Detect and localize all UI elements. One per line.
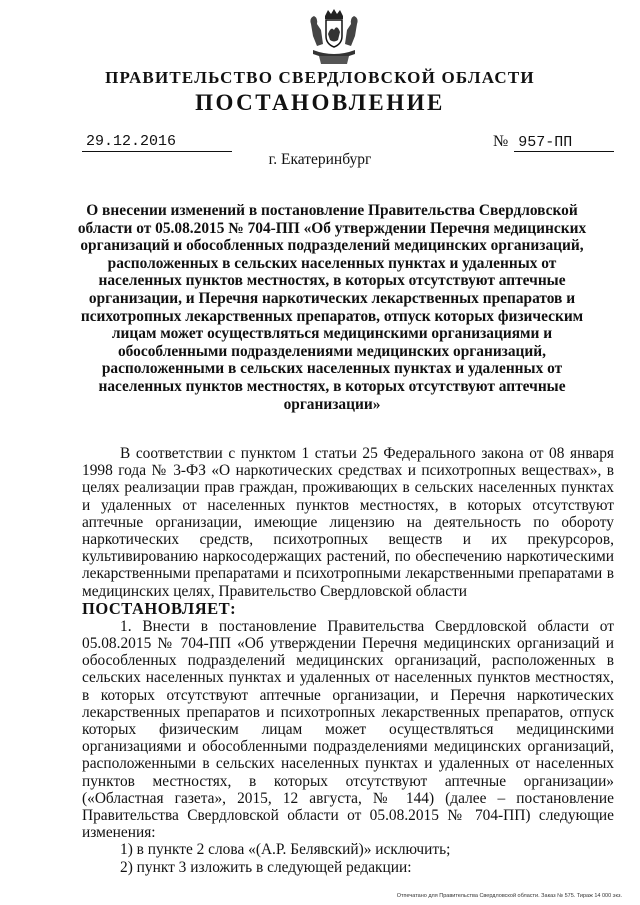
document-body: [82, 445, 614, 876]
clause-1: 1. Внести в постановление Правительства Свердловской области от 05.08.2015 № 704-ПП «Об утверждении Перечня медицинских организаций и обособленных подразделений медицинских организаций, расположенных в сельских населенных пунктах и удаленных от населенных пунктов местностях, в которых отсутствуют аптечные организации, и Перечня наркотических лекарственных препаратов и психотропных лекарственных препаратов, отпуск которых физическим лицам может осуществляться медицинскими организациями и обособленными подразделениями медицинских организаций, расположенными в сельских населенных пунктах и удаленных от населенных пунктов местностях, в которых отсутствуют аптечные организации» («Областная газета», 2015, 12 августа, № 144) (далее – постановление Правительства Свердловской области от 05.08.2015 № 704-ПП) следующие изменения:: [82, 617, 614, 842]
government-name: ПРАВИТЕЛЬСТВО СВЕРДЛОВСКОЙ ОБЛАСТИ: [105, 68, 535, 87]
document-date: 29.12.2016: [82, 133, 232, 152]
document-type: ПОСТАНОВЛЕНИЕ: [195, 90, 445, 115]
document-title: О внесении изменений в постановление Правительства Свердловской области от 05.08.2015 № 704-ПП «Об утверждении Перечня медицинских организаций и обособленных подразделений медицинских организаций, расположенных в сельских населенных пунктах и удаленных от населенных пунктов местностях, в которых отсутствуют аптечные организации, и Перечня наркотических лекарственных препаратов и психотропных лекарственных препаратов, отпуск которых физическим лицам может осуществляться медицинскими организациями и обособленными подразделениями медицинских организаций, расположенными в сельских населенных пунктах и удаленных от населенных пунктов местностях, в которых отсутствуют аптечные организации»: [77, 202, 587, 413]
print-footer: Отпечатано для Правительства Свердловской области. Заказ № 575. Тираж 14 000 экз.: [396, 893, 622, 899]
preamble-paragraph: В соответствии с пунктом 1 статьи 25 Федерального закона от 08 января 1998 года № 3-ФЗ «О наркотических средствах и психотропных веществах», в целях реализации прав граждан, проживающих в сельских населенных пунктах и удаленных от населенных пунктов местностях, в которых отсутствуют аптечные организации, имеющие лицензию на деятельность по обороту наркотических средств, психотропных веществ и их прекурсоров, культивированию наркосодержащих растений, по обеспечению наркотическими лекарственными препаратами и психотропными лекарственными препаратами в медицинских целях, Правительство Свердловской области: [82, 445, 614, 600]
list-item: 2) пункт 3 изложить в следующей редакции:: [120, 858, 412, 876]
city: г. Екатеринбург: [268, 151, 372, 168]
document-number: [493, 133, 614, 152]
list-item: 1) в пункте 2 слова «(А.Р. Белявский)» исключить;: [120, 841, 451, 859]
number-prefix: №: [493, 133, 509, 150]
resolve-heading: ПОСТАНОВЛЯЕТ:: [82, 598, 237, 618]
number-value: 957-ПП: [514, 134, 614, 152]
coat-of-arms-emblem: [303, 6, 365, 68]
